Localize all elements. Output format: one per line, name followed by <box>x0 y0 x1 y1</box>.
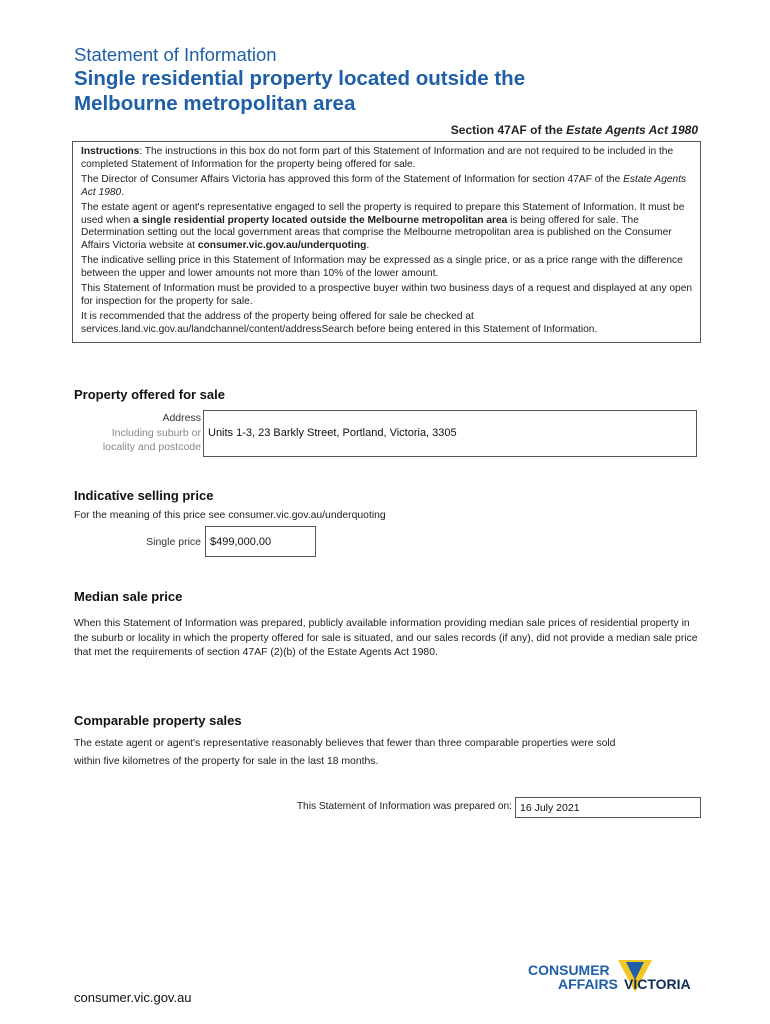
comparable-line-1: The estate agent or agent's representative reasonably believes that fewer than three comparable properties were sold <box>74 738 616 749</box>
cav-logo-svg <box>528 960 704 1010</box>
instructions-box <box>72 141 701 343</box>
instructions-label: Instructions <box>81 146 140 157</box>
prepared-date-field[interactable]: 16 July 2021 <box>515 797 701 818</box>
comparable-text <box>74 735 615 770</box>
section-prefix: Section 47AF of the <box>450 123 567 137</box>
address-label <box>80 411 201 455</box>
page-title <box>74 66 714 116</box>
instructions-p3-bold: a single residential property located outside the Melbourne metropolitan area <box>133 214 508 226</box>
instructions-p2-end: . <box>121 186 125 198</box>
instructions-p2 <box>81 174 693 199</box>
instructions-p1 <box>81 146 693 171</box>
comparable-heading: Comparable property sales <box>74 713 242 728</box>
instructions-p3-a: The estate agent or agent's representative engaged to sell the property is required to prepare this Statement of Information. It must be used when <box>81 201 685 226</box>
logo-text-victoria: VICTORIA <box>624 976 691 992</box>
form-kicker: Statement of Information <box>74 44 277 65</box>
title-line-2: Melbourne metropolitan area <box>74 92 356 115</box>
instructions-p1-text: : The instructions in this box do not form part of this Statement of Information and are not required to be included in the completed Statement of Information for the property being offered for sale. <box>81 146 674 170</box>
footer-url[interactable]: consumer.vic.gov.au <box>74 990 192 1005</box>
single-price-label: Single price <box>146 536 201 548</box>
consumer-affairs-victoria-logo <box>528 960 704 1010</box>
logo-text-consumer: CONSUMER <box>528 962 610 978</box>
instructions-p3-b: is being offered for sale. The Determination setting out the local government areas that comprise the Melbourne metropolitan area is published on the Consumer Affairs Victoria website at <box>81 214 672 251</box>
comparable-line-2: within five kilometres of the property for sale in the last 18 months. <box>74 755 379 767</box>
logo-text-affairs: AFFAIRS <box>558 976 618 992</box>
section-reference <box>451 123 698 137</box>
address-label-main: Address <box>162 412 201 424</box>
instructions-p6: It is recommended that the address of the property being offered for sale be checked at services.land.vic.gov.au/landchannel/content/addressSearch before being entered in this Statement of Information. <box>81 311 598 335</box>
instructions-p4: The indicative selling price in this Statement of Information may be expressed as a single price, or as a price range with the difference between the upper and lower amounts not more than 10% of the lower amount. <box>81 255 683 279</box>
single-price-field[interactable]: $499,000.00 <box>205 526 316 557</box>
address-label-sub1: Including suburb or <box>111 426 201 439</box>
prepared-label: This Statement of Information was prepared on: <box>296 801 512 812</box>
median-heading: Median sale price <box>74 589 183 604</box>
indicative-subtext: For the meaning of this price see consumer.vic.gov.au/underquoting <box>74 510 386 521</box>
median-text: When this Statement of Information was prepared, publicly available information providing median sale prices of residential property in the suburb or locality in which the property offered for sale is situated, and our sales records (if any), did not provide a median sale price that met the requirements of section 47AF (2)(b) of the Estate Agents Act 1980. <box>74 618 698 658</box>
address-field[interactable]: Units 1-3, 23 Barkly Street, Portland, Victoria, 3305 <box>203 410 697 457</box>
instructions-p2-text: The Director of Consumer Affairs Victoria has approved this form of the Statement of Information for section 47AF of the <box>81 173 624 185</box>
instructions-p3-end: . <box>366 239 370 251</box>
section-act: Estate Agents Act 1980 <box>566 123 698 137</box>
instructions-p3 <box>81 202 693 252</box>
property-heading: Property offered for sale <box>74 387 225 402</box>
instructions-p2-act: Estate Agents Act 1980 <box>81 173 687 198</box>
indicative-heading: Indicative selling price <box>74 488 214 503</box>
underquoting-link[interactable]: consumer.vic.gov.au/underquoting <box>197 239 367 251</box>
title-line-1: Single residential property located outside the <box>74 67 526 90</box>
address-label-sub2: locality and postcode <box>102 441 201 453</box>
instructions-p5: This Statement of Information must be provided to a prospective buyer within two business days of a request and displayed at any open for inspection for the property for sale. <box>81 283 693 307</box>
